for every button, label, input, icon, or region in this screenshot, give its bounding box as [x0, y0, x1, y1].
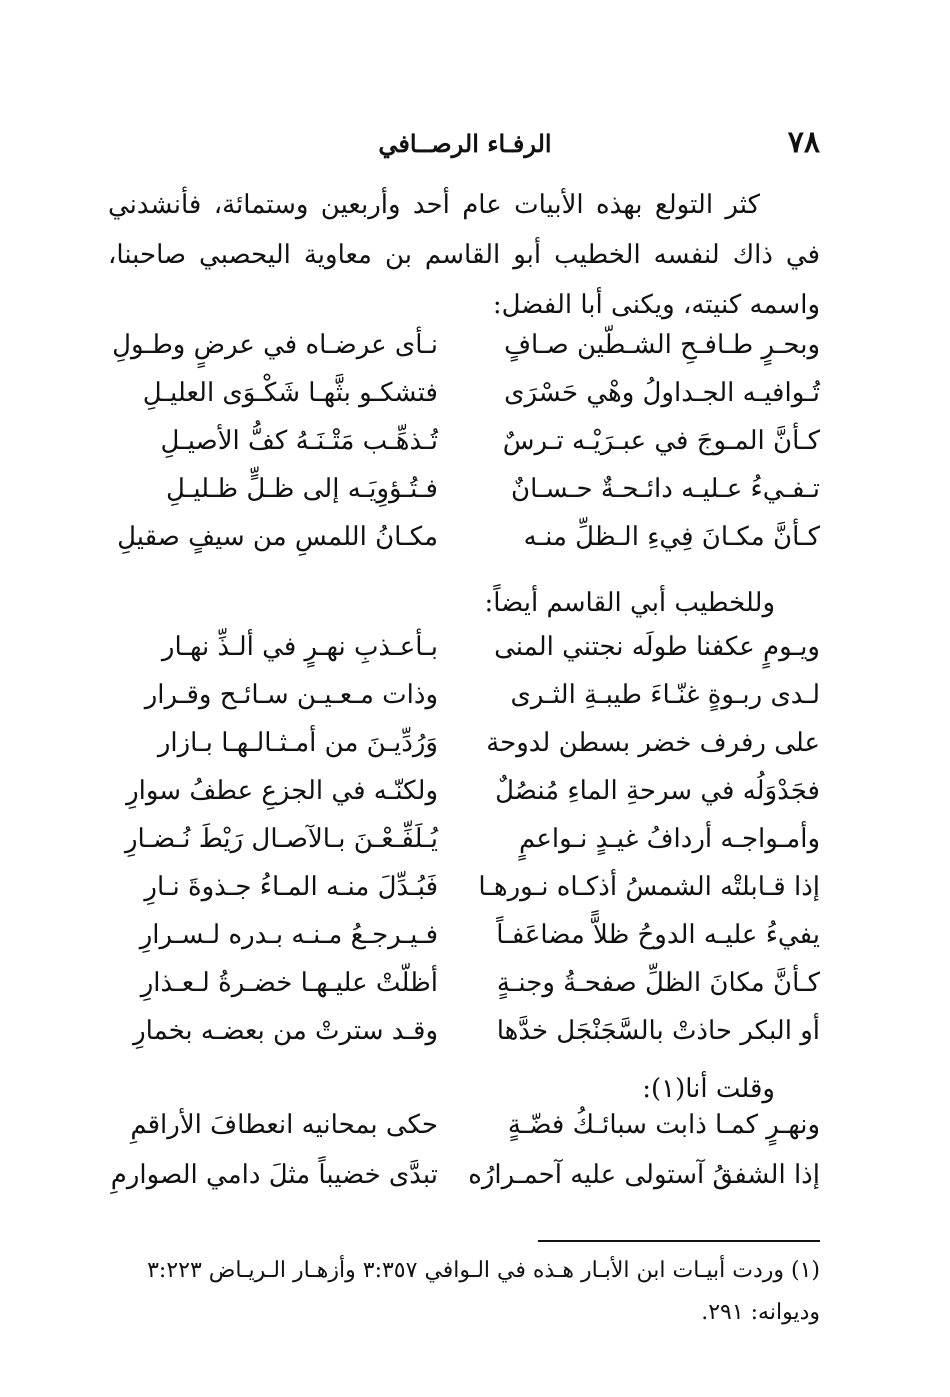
verse-second-hemistich: أظلّتْ عليـهـا خضـرةُ لـعـذارِ: [140, 968, 438, 998]
verse-second-hemistich: تبدَّى خضيباً مثلَ دامي الصوارمِ: [110, 1160, 438, 1190]
running-title: الرفـاء الرصــافي: [378, 129, 552, 158]
verse-second-hemistich: بـأعـذبِ نهـرٍ في ألـذِّ نهـار: [161, 632, 438, 662]
verse-second-hemistich: وَرُدِّيـنَ من أمـثـالـهـا بـازار: [157, 728, 438, 758]
verse-first-hemistich: لـدى ربـوةٍ غنّـاءَ طيبـةِ الثـرى: [510, 680, 820, 710]
verse-second-hemistich: يُـلَفِّـعْـنَ بـالآصـال رَيْطَ نُـضـارِ: [124, 824, 438, 854]
verse: [108, 920, 820, 970]
footnote-rule: [538, 1240, 820, 1242]
verse-second-hemistich: فـتُـؤوِيَـه إلى ظـلٍّ ظـليـلِ: [166, 474, 438, 504]
verse-first-hemistich: فجَدْوَلُه في سرحةِ الماءِ مُنصُلٌ: [495, 776, 820, 806]
verse-first-hemistich: وأمـواجـه أردافُ غيـدٍ نـواعمٍ: [519, 824, 820, 854]
verse-second-hemistich: نـأى عرضـاه في عرضٍ وطـولِ: [112, 330, 438, 360]
verse: [108, 522, 820, 572]
verse: [108, 632, 820, 682]
intro-paragraph: [108, 180, 820, 330]
verse: [108, 474, 820, 524]
verse: [108, 1160, 820, 1210]
verse-first-hemistich: إذا قـابلتْه الشمسُ أذكـاه نـورهـا: [478, 872, 820, 902]
poem-3-intro: وقلت أنا(١):: [642, 1074, 775, 1104]
verse: [108, 872, 820, 922]
verse: [108, 680, 820, 730]
verse-second-hemistich: ولكنّـه في الجزعِ عطفُ سوارِ: [126, 776, 438, 806]
verse: [108, 330, 820, 380]
verse: [108, 824, 820, 874]
verse: [108, 1110, 820, 1160]
verse-second-hemistich: وقـد سترتْ من بعضـه بخمارِ: [133, 1016, 438, 1046]
footnote-line: وديوانه: ٢٩١.: [701, 1300, 820, 1325]
verse-first-hemistich: ويـومٍ عكفنا طولَه نجتني المنى: [494, 632, 820, 662]
page-number: ٧٨: [787, 125, 820, 160]
verse-first-hemistich: كـأنَّ المـوجَ في عبـرَيْـه تـرسٌ: [502, 426, 820, 456]
verse-second-hemistich: فتشكـو بثَّهـا شَكْـوَى العليـلِ: [142, 378, 438, 408]
verse-second-hemistich: وذات مـعـيـن سـائـح وقـرار: [144, 680, 438, 710]
verse: [108, 728, 820, 778]
verse-second-hemistich: حكى بمحانيه انعطافَ الأراقمِ: [130, 1110, 438, 1140]
verse-first-hemistich: كـأنَّ مكـانَ فِيءِ الـظلِّ منـه: [523, 522, 820, 552]
verse-first-hemistich: وبحـرٍ طـافـحِ الشـطّين صـافٍ: [504, 330, 820, 360]
page-header: [110, 125, 820, 165]
verse-second-hemistich: مكـانُ اللمسِ من سيفٍ صقيلِ: [117, 522, 438, 552]
poem-2-intro: وللخطيب أبي القاسم أيضاً:: [484, 588, 775, 618]
verse-first-hemistich: على رفرف خضر بسطن لدوحة: [486, 728, 820, 758]
verse-first-hemistich: إذا الشفقُ آستولى عليه آحمـرارُه: [468, 1160, 820, 1190]
verse-first-hemistich: تـفـيءُ عـليـه دائـحـةٌ حـسـانٌ: [511, 474, 820, 504]
verse-second-hemistich: فَبُـدِّلَ منـه المـاءُ جـذوةَ نـارِ: [144, 872, 438, 902]
verse-first-hemistich: يفيءُ عليـه الدوحُ ظلاًّ مضاعَفـاً: [496, 920, 820, 950]
verse: [108, 776, 820, 826]
footnote: [108, 1250, 820, 1334]
footnote-line: (١) وردت أبيـات ابن الأبـار هـذه في الـوافي ٣:٣٥٧ وأزهـار الـريـاض ٣:٢٢٣: [147, 1258, 820, 1283]
verse-first-hemistich: تُـوافيـه الجـداولُ وهْي حَسْرَى: [504, 378, 820, 408]
verse-second-hemistich: فـيـرجـعُ مـنـه بـدره لـسـرارِ: [139, 920, 438, 950]
verse: [108, 1016, 820, 1066]
intro-text: كثر التولع بهذه الأبيات عام أحد وأربعين وستمائة، فأنشدني في ذاك لنفسه الخطيب أبو القاسم بن معاوية اليحصبي صاحبنا، واسمه كنيته، ويكنى أبا الفضل:: [108, 190, 820, 320]
verse-first-hemistich: أو البكر حاذتْ بالسَّجَنْجَل خدَّها: [496, 1016, 820, 1046]
verse-second-hemistich: تُـذهِّـب مَتْـنَـهُ كفُّ الأصيـلِ: [160, 426, 438, 456]
verse-first-hemistich: كـأنَّ مكانَ الظلِّ صفحـةُ وجنـةٍ: [496, 968, 820, 998]
verse: [108, 426, 820, 476]
verse: [108, 968, 820, 1018]
verse: [108, 378, 820, 428]
verse-first-hemistich: ونهـرٍ كمـا ذابت سبائـكُ فضّـةٍ: [507, 1110, 820, 1140]
